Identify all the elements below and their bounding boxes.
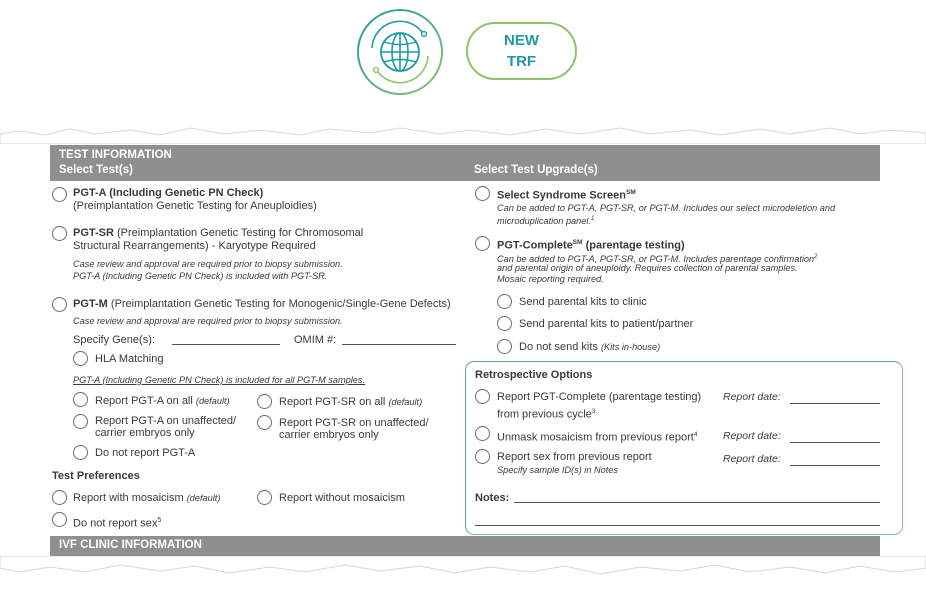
syndrome-note-1: Can be added to PGT-A, PGT-SR, or PGT-M. Includes our select microdeletion and bbox=[497, 203, 836, 213]
with-mosaicism-default: (default) bbox=[186, 493, 221, 503]
pgtsr-desc: (Preimplantation Genetic Testing for Chromosomal bbox=[113, 227, 364, 239]
retrospective-options-box bbox=[465, 361, 903, 535]
pgt-complete-note-3: Mosaic reporting required. bbox=[497, 274, 604, 284]
report-pgta-all-label: Report PGT-A on all bbox=[95, 395, 193, 407]
no-sex-footnote: 5 bbox=[157, 517, 162, 524]
test-preferences-title: Test Preferences bbox=[52, 470, 140, 482]
gene-label: Specify Gene(s): bbox=[73, 334, 155, 346]
notes-input-line-2[interactable] bbox=[475, 525, 880, 526]
with-mosaicism-radio[interactable] bbox=[52, 490, 67, 505]
report-date-input-2[interactable] bbox=[790, 442, 880, 443]
retro-pgt-complete-radio[interactable] bbox=[475, 389, 490, 404]
syndrome-screen-radio[interactable] bbox=[475, 186, 490, 201]
pgt-complete-sm: SM bbox=[572, 239, 583, 246]
report-pgtsr-unaffected-label-1: Report PGT-SR on unaffected/ bbox=[279, 417, 429, 429]
retro-unmask-footnote: 4 bbox=[693, 431, 698, 438]
omim-label: OMIM #: bbox=[294, 334, 337, 346]
torn-edge-bottom bbox=[0, 556, 926, 580]
report-date-label-2: Report date: bbox=[723, 430, 781, 442]
retro-pgt-complete-label-1: Report PGT-Complete (parentage testing) bbox=[497, 391, 702, 403]
omim-input[interactable] bbox=[342, 344, 456, 345]
test-information-bar bbox=[50, 145, 880, 181]
pgta-desc: (Preimplantation Genetic Testing for Aneuploidies) bbox=[73, 200, 317, 212]
select-upgrade-title: Select Test Upgrade(s) bbox=[474, 164, 598, 176]
report-date-input-3[interactable] bbox=[790, 465, 880, 466]
hla-radio[interactable] bbox=[73, 351, 88, 366]
syndrome-note-2: microduplication panel. bbox=[497, 216, 591, 227]
notes-input-line-1[interactable] bbox=[514, 502, 880, 503]
globe-cycle-icon bbox=[356, 8, 444, 96]
kits-none-label: Do not send kits bbox=[519, 341, 598, 353]
retro-sex-label: Report sex from previous report bbox=[497, 451, 652, 463]
report-pgta-unaffected-radio[interactable] bbox=[73, 414, 88, 429]
retro-pgt-complete-label-2: from previous cycle bbox=[497, 408, 592, 421]
gene-input[interactable] bbox=[172, 344, 280, 345]
pgtm-included-note: PGT-A (Including Genetic PN Check) is included for all PGT-M samples. bbox=[73, 375, 366, 385]
retro-pgt-complete-footnote: 3 bbox=[591, 408, 596, 415]
pgtsr-note-2: PGT-A (Including Genetic PN Check) is included with PGT-SR. bbox=[73, 271, 328, 281]
pgta-radio[interactable] bbox=[52, 187, 67, 202]
pgt-complete-radio[interactable] bbox=[475, 236, 490, 251]
report-pgta-all-default: (default) bbox=[195, 396, 230, 406]
notes-label: Notes: bbox=[475, 492, 510, 504]
report-date-input-1[interactable] bbox=[790, 403, 880, 404]
retro-sex-radio[interactable] bbox=[475, 449, 490, 464]
report-pgtsr-unaffected-label-2: carrier embryos only bbox=[279, 429, 379, 441]
report-pgtsr-all-label: Report PGT-SR on all bbox=[279, 396, 386, 408]
ivf-clinic-bar bbox=[50, 536, 880, 556]
new-trf-badge bbox=[466, 22, 577, 80]
without-mosaicism-label: Report without mosaicism bbox=[279, 492, 405, 504]
report-date-label-3: Report date: bbox=[723, 453, 781, 465]
kits-patient-radio[interactable] bbox=[497, 316, 512, 331]
syndrome-screen-label: Select Syndrome Screen bbox=[497, 189, 627, 202]
retro-unmask-label: Unmask mosaicism from previous report bbox=[497, 431, 694, 444]
report-date-label-1: Report date: bbox=[723, 391, 781, 403]
kits-patient-label: Send parental kits to patient/partner bbox=[519, 318, 694, 330]
with-mosaicism-label: Report with mosaicism bbox=[73, 492, 184, 504]
ivf-clinic-title: IVF CLINIC INFORMATION bbox=[59, 539, 202, 551]
kits-clinic-label: Send parental kits to clinic bbox=[519, 296, 647, 308]
pgtm-desc: (Preimplantation Genetic Testing for Monogenic/Single-Gene Defects) bbox=[107, 298, 451, 310]
report-pgta-all-radio[interactable] bbox=[73, 392, 88, 407]
pgtsr-desc-2: Structural Rearrangements) - Karyotype Required bbox=[73, 240, 316, 252]
no-report-pgta-radio[interactable] bbox=[73, 445, 88, 460]
pgta-label: PGT-A (Including Genetic PN Check) bbox=[73, 187, 264, 199]
pgt-complete-note-1: Can be added to PGT-A, PGT-SR, or PGT-M. Includes parentage confirmation bbox=[497, 254, 815, 265]
select-tests-title: Select Test(s) bbox=[59, 164, 133, 176]
new-trf-line2: TRF bbox=[506, 53, 537, 70]
pgt-complete-label: PGT-Complete bbox=[497, 239, 573, 252]
without-mosaicism-radio[interactable] bbox=[257, 490, 272, 505]
pgtm-radio[interactable] bbox=[52, 297, 67, 312]
torn-edge-top bbox=[0, 122, 926, 144]
section-title: TEST INFORMATION bbox=[59, 149, 172, 161]
new-trf-line1: NEW bbox=[504, 32, 539, 49]
pgt-complete-note-2: and parental origin of aneuploidy. Requires collection of parental samples. bbox=[497, 263, 798, 273]
report-pgtsr-unaffected-radio[interactable] bbox=[257, 415, 272, 430]
no-report-pgta-label: Do not report PGT-A bbox=[95, 447, 196, 459]
retro-unmask-radio[interactable] bbox=[475, 426, 490, 441]
report-pgta-unaffected-label-2: carrier embryos only bbox=[95, 427, 195, 439]
retro-sex-note: Specify sample ID(s) in Notes bbox=[497, 465, 619, 475]
pgtsr-label: PGT-SR bbox=[73, 227, 114, 239]
no-sex-label: Do not report sex bbox=[73, 517, 158, 530]
kits-none-radio[interactable] bbox=[497, 339, 512, 354]
pgt-complete-footnote: 2 bbox=[814, 254, 818, 260]
kits-clinic-radio[interactable] bbox=[497, 294, 512, 309]
retrospective-title: Retrospective Options bbox=[475, 369, 593, 381]
no-sex-radio[interactable] bbox=[52, 512, 67, 527]
pgtsr-radio[interactable] bbox=[52, 226, 67, 241]
report-pgtsr-all-radio[interactable] bbox=[257, 394, 272, 409]
hla-label: HLA Matching bbox=[95, 353, 164, 365]
kits-none-note: (Kits in-house) bbox=[600, 342, 661, 352]
report-pgta-unaffected-label-1: Report PGT-A on unaffected/ bbox=[95, 415, 237, 427]
report-pgtsr-all-default: (default) bbox=[388, 397, 423, 407]
pgtm-label: PGT-M bbox=[73, 298, 108, 310]
pgt-complete-rest: (parentage testing) bbox=[582, 239, 685, 252]
syndrome-screen-sm: SM bbox=[626, 189, 636, 196]
pgtm-note: Case review and approval are required prior to biopsy submission. bbox=[73, 316, 343, 326]
pgtsr-note-1: Case review and approval are required prior to biopsy submission. bbox=[73, 259, 343, 269]
syndrome-footnote: 1 bbox=[590, 216, 595, 222]
